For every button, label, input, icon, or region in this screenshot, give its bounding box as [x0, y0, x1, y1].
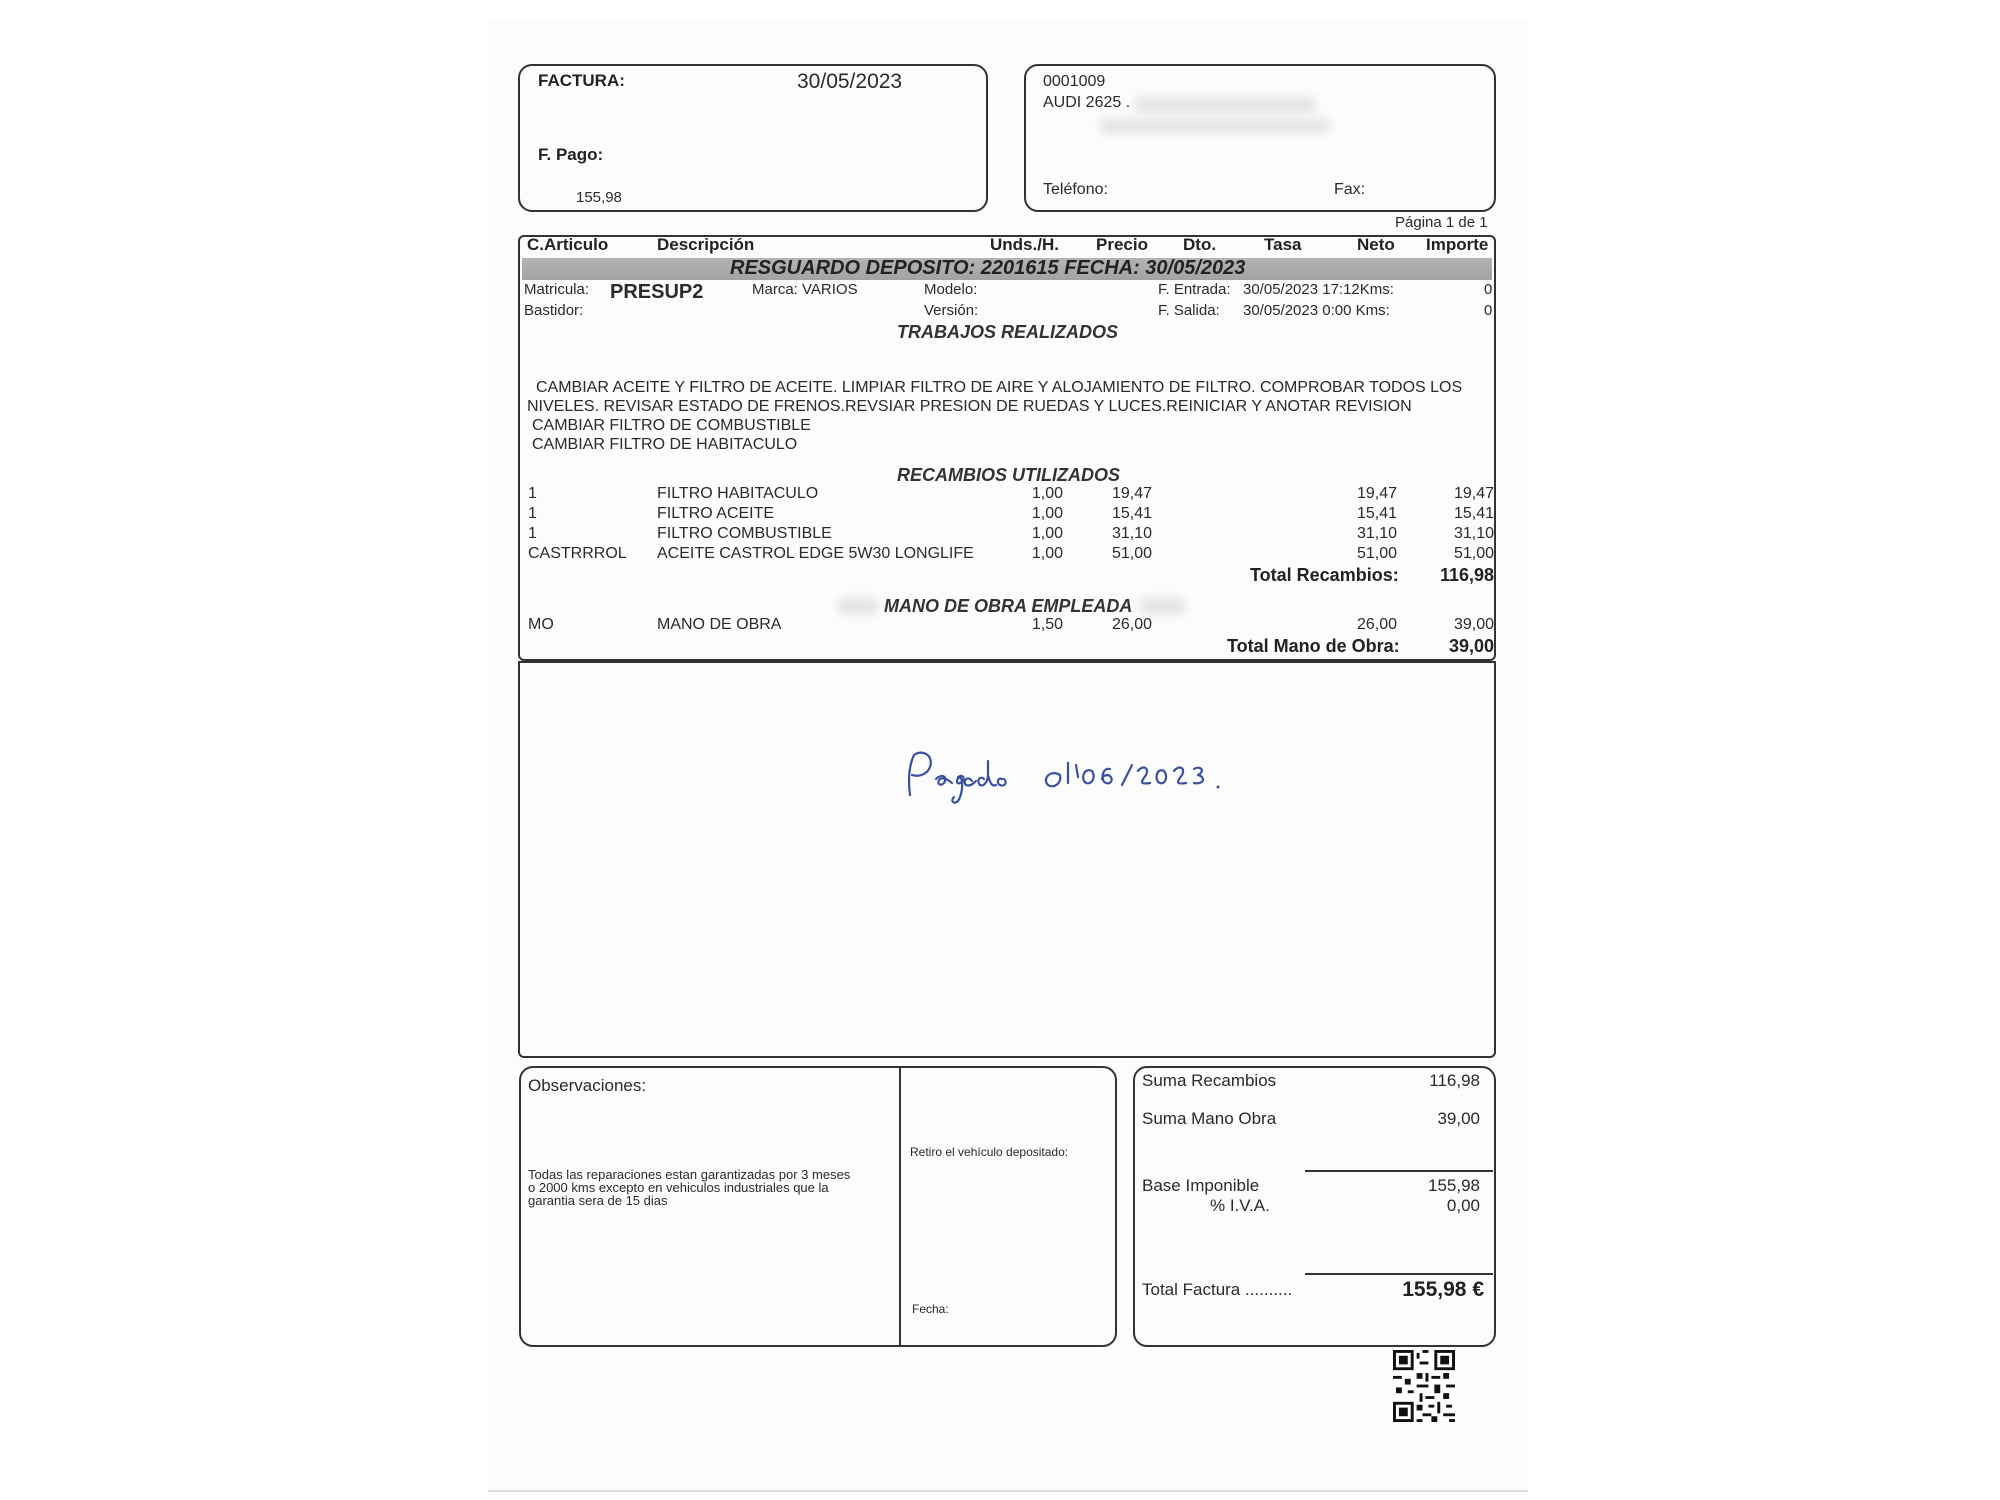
observations-divider	[899, 1066, 901, 1347]
row-price: 15,41	[1111, 505, 1152, 522]
row-units: 1,00	[1031, 525, 1063, 542]
retiro-label: Retiro el vehículo depositado:	[910, 1145, 1069, 1159]
col-header-units: Unds./H.	[990, 235, 1059, 254]
row-amount: 15,41	[1453, 505, 1494, 522]
row-net: 51,00	[1356, 545, 1397, 562]
row-desc: ACEITE CASTROL EDGE 5W30 LONGLIFE	[657, 545, 974, 562]
invoice-label: FACTURA:	[538, 71, 625, 90]
total-mano-obra-label: Total Mano de Obra:	[1227, 636, 1400, 656]
row-desc: FILTRO ACEITE	[657, 505, 775, 522]
trabajos-title: TRABAJOS REALIZADOS	[897, 322, 1119, 342]
col-header-description: Descripción	[657, 235, 755, 254]
row-net: 15,41	[1356, 505, 1397, 522]
row-net: 26,00	[1356, 616, 1397, 633]
recambios-title: RECAMBIOS UTILIZADOS	[897, 465, 1120, 485]
col-header-amount: Importe	[1426, 235, 1489, 254]
row-units: 1,00	[1031, 505, 1063, 522]
trabajos-line: NIVELES. REVISAR ESTADO DE FRENOS.REVSIAR PRESION DE RUEDAS Y LUCES.REINICIAR Y ANOTAR REVISION	[527, 398, 1412, 415]
row-net: 19,47	[1356, 485, 1397, 502]
salida-kms: 0	[1484, 302, 1493, 319]
matricula-label: Matricula:	[524, 281, 590, 298]
payment-label: F. Pago:	[538, 145, 604, 164]
row-units: 1,00	[1031, 545, 1063, 562]
row-price: 26,00	[1111, 616, 1152, 633]
total-mano-obra-value: 39,00	[1448, 636, 1494, 656]
row-code: CASTRRROL	[528, 545, 627, 562]
row-units: 1,00	[1031, 485, 1063, 502]
mano-obra-title: MANO DE OBRA EMPLEADA	[884, 596, 1133, 616]
total-factura-label: Total Factura ..........	[1142, 1280, 1293, 1299]
qr-code	[1393, 1350, 1455, 1422]
row-price: 51,00	[1111, 545, 1152, 562]
row-amount: 39,00	[1453, 616, 1494, 633]
payment-value: 155,98	[576, 189, 622, 206]
redacted-line	[838, 597, 878, 615]
salida-label: F. Salida:	[1158, 302, 1220, 319]
col-header-price: Precio	[1096, 235, 1148, 254]
col-header-discount: Dto.	[1183, 235, 1217, 254]
page-number: Página 1 de 1	[1395, 214, 1488, 231]
row-code: 1	[528, 505, 537, 522]
redacted-line	[1140, 597, 1185, 615]
suma-recambios-label: Suma Recambios	[1142, 1071, 1277, 1090]
phone-label: Teléfono:	[1043, 181, 1108, 198]
observations-label: Observaciones:	[528, 1076, 647, 1095]
row-code: 1	[528, 525, 537, 542]
row-desc: FILTRO HABITACULO	[657, 485, 819, 502]
salida-value: 30/05/2023 0:00 Kms:	[1243, 302, 1390, 319]
row-price: 19,47	[1111, 485, 1152, 502]
row-amount: 31,10	[1453, 525, 1494, 542]
row-code: MO	[528, 616, 554, 633]
iva-label: % I.V.A.	[1210, 1196, 1270, 1215]
col-header-net: Neto	[1357, 235, 1395, 254]
redacted-client-name	[1135, 96, 1315, 114]
row-code: 1	[528, 485, 537, 502]
page-bottom-edge	[488, 1490, 1528, 1492]
total-recambios-label: Total Recambios:	[1250, 565, 1399, 585]
client-code: 0001009	[1043, 73, 1106, 90]
marca: Marca: VARIOS	[752, 281, 858, 298]
client-name: AUDI 2625 .	[1043, 94, 1131, 111]
total-factura-value: 155,98 €	[1402, 1278, 1484, 1301]
row-net: 31,10	[1356, 525, 1397, 542]
trabajos-line: CAMBIAR FILTRO DE HABITACULO	[532, 436, 798, 453]
suma-mano-obra-value: 39,00	[1437, 1109, 1480, 1128]
totals-rule	[1305, 1273, 1493, 1275]
row-amount: 51,00	[1453, 545, 1494, 562]
entrada-kms: 0	[1484, 281, 1493, 298]
total-recambios-value: 116,98	[1439, 565, 1494, 585]
fecha-label: Fecha:	[912, 1302, 949, 1316]
warranty-text-line: o 2000 kms excepto en vehiculos industriales que la	[528, 1180, 829, 1195]
trabajos-line: CAMBIAR ACEITE Y FILTRO DE ACEITE. LIMPIAR FILTRO DE AIRE Y ALOJAMIENTO DE FILTRO. COMPROBAR TODOS LOS	[536, 379, 1463, 396]
base-imponible-value: 155,98	[1428, 1176, 1480, 1195]
iva-value: 0,00	[1446, 1196, 1480, 1215]
row-desc: MANO DE OBRA	[657, 616, 782, 633]
row-amount: 19,47	[1453, 485, 1494, 502]
row-units: 1,50	[1031, 616, 1063, 633]
warranty-text-line: Todas las reparaciones estan garantizadas por 3 meses	[528, 1167, 851, 1182]
suma-mano-obra-label: Suma Mano Obra	[1142, 1109, 1277, 1128]
trabajos-line: CAMBIAR FILTRO DE COMBUSTIBLE	[532, 417, 811, 434]
col-header-tax: Tasa	[1264, 235, 1302, 254]
handwritten-paid-note	[900, 745, 1230, 815]
version: Versión:	[924, 302, 979, 319]
matricula-value: PRESUP2	[610, 281, 704, 303]
entrada-label: F. Entrada:	[1158, 281, 1231, 298]
base-imponible-label: Base Imponible	[1142, 1176, 1260, 1195]
modelo: Modelo:	[924, 281, 978, 298]
bastidor: Bastidor:	[524, 302, 584, 319]
deposit-banner: RESGUARDO DEPOSITO: 2201615 FECHA: 30/05/2023	[730, 257, 1246, 279]
suma-recambios-value: 116,98	[1429, 1071, 1480, 1090]
col-header-code: C.Articulo	[527, 235, 609, 254]
totals-rule	[1305, 1170, 1493, 1172]
redacted-client-address	[1100, 118, 1330, 134]
invoice-date: 30/05/2023	[797, 70, 903, 93]
row-price: 31,10	[1111, 525, 1152, 542]
notes-area-box	[518, 661, 1496, 1058]
fax-label: Fax:	[1334, 181, 1366, 198]
warranty-text-line: garantia sera de 15 dias	[528, 1193, 668, 1208]
row-desc: FILTRO COMBUSTIBLE	[657, 525, 832, 542]
entrada-value: 30/05/2023 17:12Kms:	[1243, 281, 1394, 298]
